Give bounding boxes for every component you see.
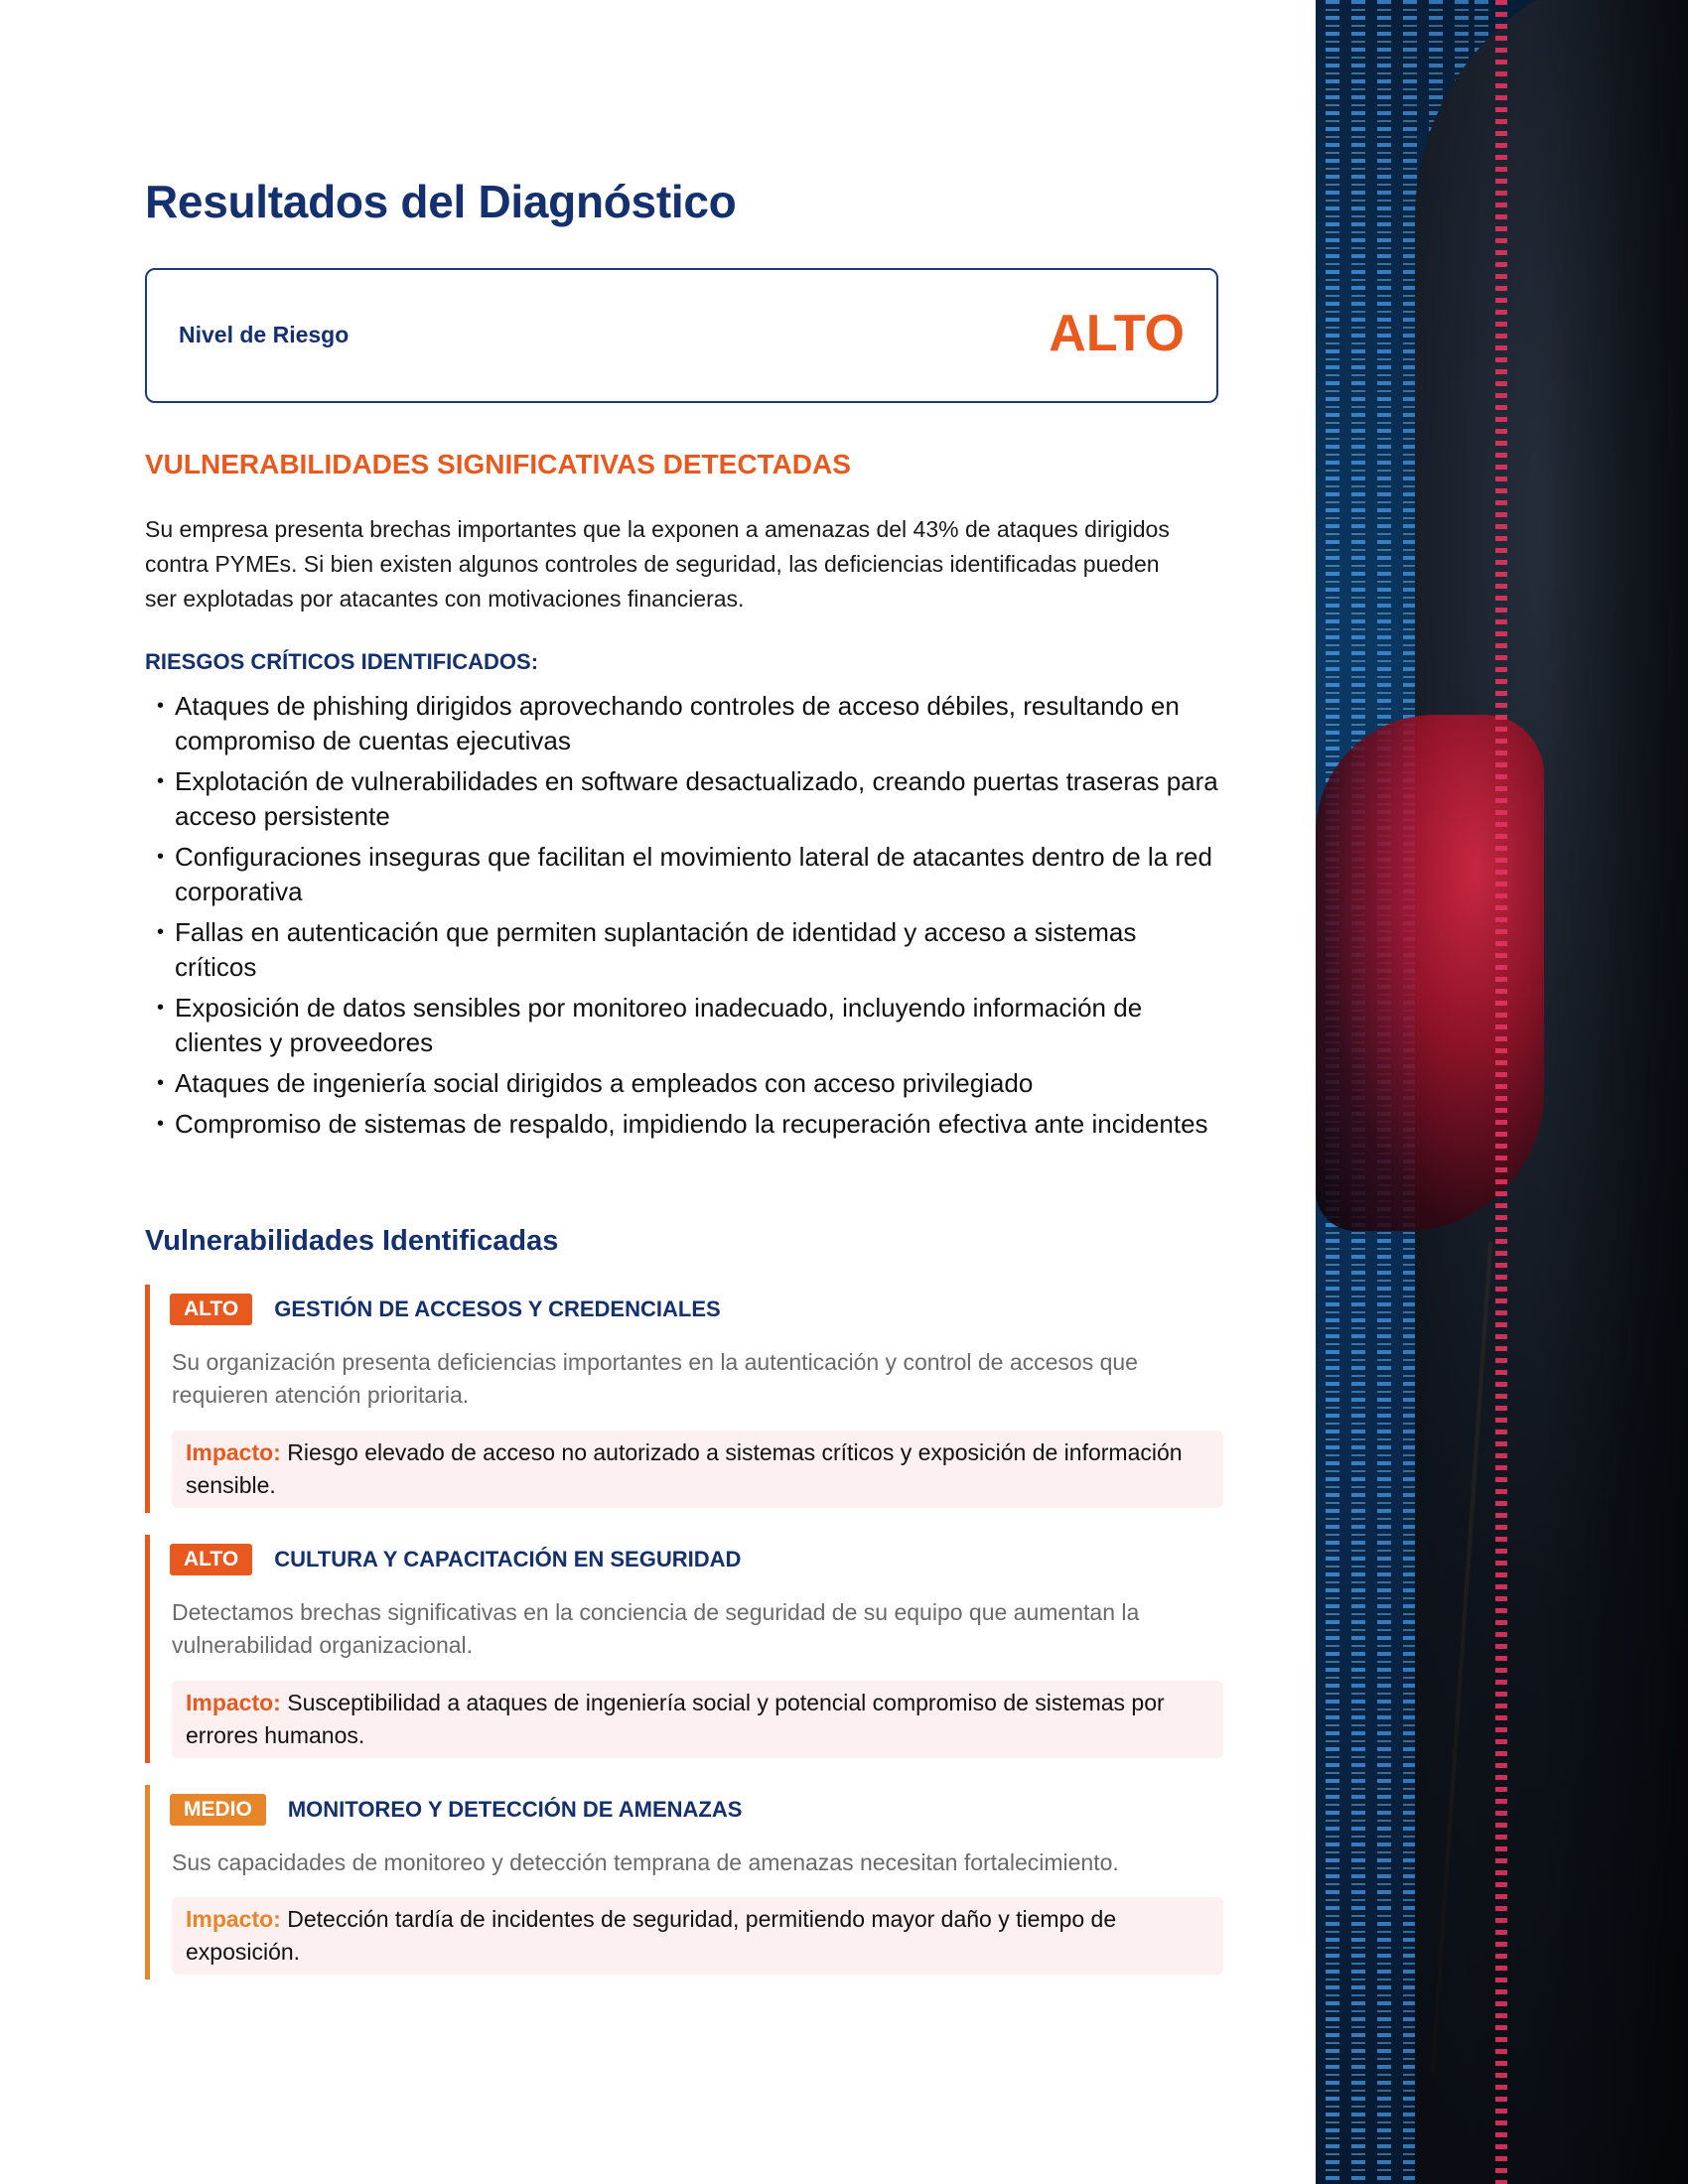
impact-box <box>172 1681 1223 1758</box>
impact-label: Impacto: <box>186 1690 281 1715</box>
list-item <box>157 915 1224 985</box>
significant-vulnerabilities-heading: VULNERABILIDADES SIGNIFICATIVAS DETECTADAS <box>145 449 851 479</box>
list-item-text: Explotación de vulnerabilidades en software desactualizado, creando puertas traseras para acceso persistente <box>175 766 1218 831</box>
intro-paragraph: Su empresa presenta brechas importantes que la exponen a amenazas del 43% de ataques dirigidos contra PYMEs. Si bien existen algunos controles de seguridad, las deficiencias identificadas pueden ser explotadas por atacantes con motivaciones financieras. <box>145 516 1170 612</box>
list-item-text: Exposición de datos sensibles por monitoreo inadecuado, incluyendo información de clientes y proveedores <box>175 993 1143 1057</box>
risk-level-card <box>145 268 1218 403</box>
vulnerability-card-monitoring <box>145 1785 1222 1979</box>
list-item <box>157 1107 1224 1142</box>
impact-label: Impacto: <box>186 1906 281 1932</box>
bullet-icon: • <box>157 997 165 1019</box>
vulnerability-description: Sus capacidades de monitoreo y detección temprana de amenazas necesitan fortalecimiento. <box>172 1849 1119 1875</box>
list-item-text: Compromiso de sistemas de respaldo, impidiendo la recuperación efectiva ante incidentes <box>175 1109 1208 1139</box>
critical-risks-list <box>157 689 1224 1148</box>
risk-level-label: Nivel de Riesgo <box>179 322 350 347</box>
photo-shade <box>1316 0 1688 2184</box>
impact-box <box>172 1431 1223 1508</box>
vulnerability-title: MONITOREO Y DETECCIÓN DE AMENAZAS <box>287 1797 743 1822</box>
vulnerability-card-access <box>145 1285 1222 1513</box>
bullet-icon: • <box>157 921 165 943</box>
list-item-text: Ataques de ingeniería social dirigidos a empleados con acceso privilegiado <box>175 1068 1034 1098</box>
bullet-icon: • <box>157 770 165 792</box>
severity-badge: ALTO <box>170 1544 252 1575</box>
list-item <box>157 1066 1224 1101</box>
impact-label: Impacto: <box>186 1439 281 1465</box>
list-item-text: Ataques de phishing dirigidos aprovechando controles de acceso débiles, resultando en compromiso de cuentas ejecutivas <box>175 691 1180 755</box>
impact-box <box>172 1897 1223 1975</box>
vulnerability-title: CULTURA Y CAPACITACIÓN EN SEGURIDAD <box>274 1547 742 1571</box>
vulnerability-title: GESTIÓN DE ACCESOS Y CREDENCIALES <box>274 1297 721 1321</box>
list-item <box>157 840 1224 909</box>
severity-badge: ALTO <box>170 1294 252 1325</box>
list-item-text: Configuraciones inseguras que facilitan el movimiento lateral de atacantes dentro de la red corporativa <box>175 842 1212 906</box>
critical-risks-heading: RIESGOS CRÍTICOS IDENTIFICADOS: <box>145 649 539 674</box>
hooded-hacker-photo <box>1316 0 1688 2184</box>
page-title: Resultados del Diagnóstico <box>145 176 737 227</box>
vulnerabilities-heading: Vulnerabilidades Identificadas <box>145 1225 559 1257</box>
vulnerability-description: Detectamos brechas significativas en la conciencia de seguridad de su equipo que aumentan la vulnerabilidad organizacional. <box>172 1599 1140 1658</box>
severity-badge: MEDIO <box>170 1794 266 1826</box>
impact-text: Riesgo elevado de acceso no autorizado a sistemas críticos y exposición de información sensible. <box>186 1439 1183 1498</box>
list-item-text: Fallas en autenticación que permiten suplantación de identidad y acceso a sistemas críticos <box>175 917 1137 982</box>
bullet-icon: • <box>157 846 165 868</box>
bullet-icon: • <box>157 1113 165 1135</box>
list-item <box>157 991 1224 1060</box>
impact-text: Susceptibilidad a ataques de ingeniería social y potencial compromiso de sistemas por errores humanos. <box>186 1690 1165 1748</box>
bullet-icon: • <box>157 1072 165 1094</box>
impact-text: Detección tardía de incidentes de seguridad, permitiendo mayor daño y tiempo de exposición. <box>186 1906 1117 1965</box>
list-item <box>157 764 1224 834</box>
vulnerability-card-culture <box>145 1535 1222 1763</box>
risk-level-value: ALTO <box>1049 305 1185 362</box>
bullet-icon: • <box>157 695 165 717</box>
vulnerability-header <box>170 1294 721 1325</box>
vulnerability-header <box>170 1794 742 1826</box>
vulnerability-description: Su organización presenta deficiencias importantes en la autenticación y control de accesos que requieren atención prioritaria. <box>172 1349 1138 1408</box>
vulnerability-header <box>170 1544 741 1575</box>
list-item <box>157 689 1224 758</box>
